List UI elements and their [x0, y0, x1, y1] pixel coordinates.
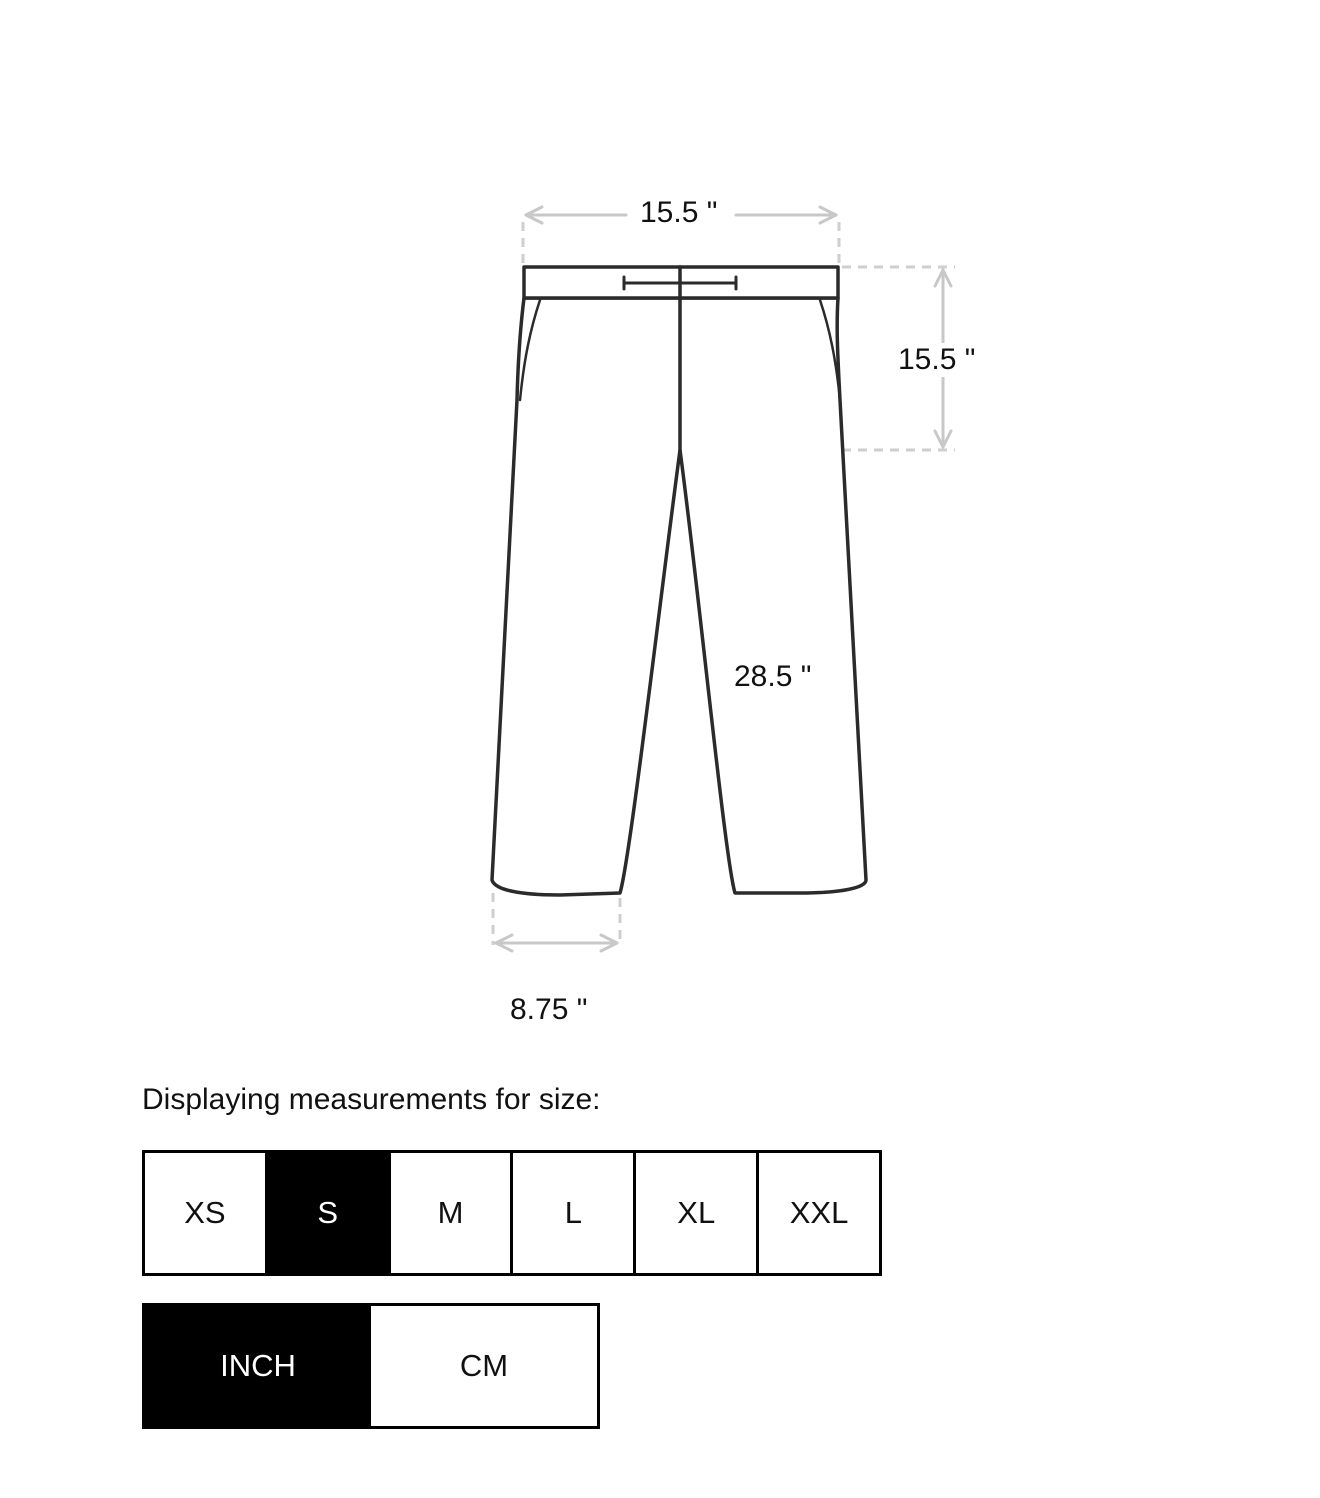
size-selector — [142, 1150, 882, 1276]
pants-outline — [492, 267, 866, 895]
unit-option-cm[interactable]: CM — [371, 1306, 597, 1426]
size-option-m[interactable]: M — [391, 1153, 514, 1273]
leg-opening-measurement-label: 8.75 " — [504, 993, 593, 1027]
size-option-l[interactable]: L — [513, 1153, 636, 1273]
size-option-xxl[interactable]: XXL — [759, 1153, 879, 1273]
size-caption: Displaying measurements for size: — [142, 1083, 601, 1116]
unit-option-inch[interactable]: INCH — [145, 1306, 371, 1426]
size-option-xl[interactable]: XL — [636, 1153, 759, 1273]
size-option-s[interactable]: S — [268, 1153, 391, 1273]
inseam-measurement-label: 28.5 " — [728, 660, 817, 694]
waist-measurement-label: 15.5 " — [634, 196, 723, 230]
rise-measurement-label: 15.5 " — [892, 343, 981, 377]
unit-toggle — [142, 1303, 600, 1429]
size-option-xs[interactable]: XS — [145, 1153, 268, 1273]
